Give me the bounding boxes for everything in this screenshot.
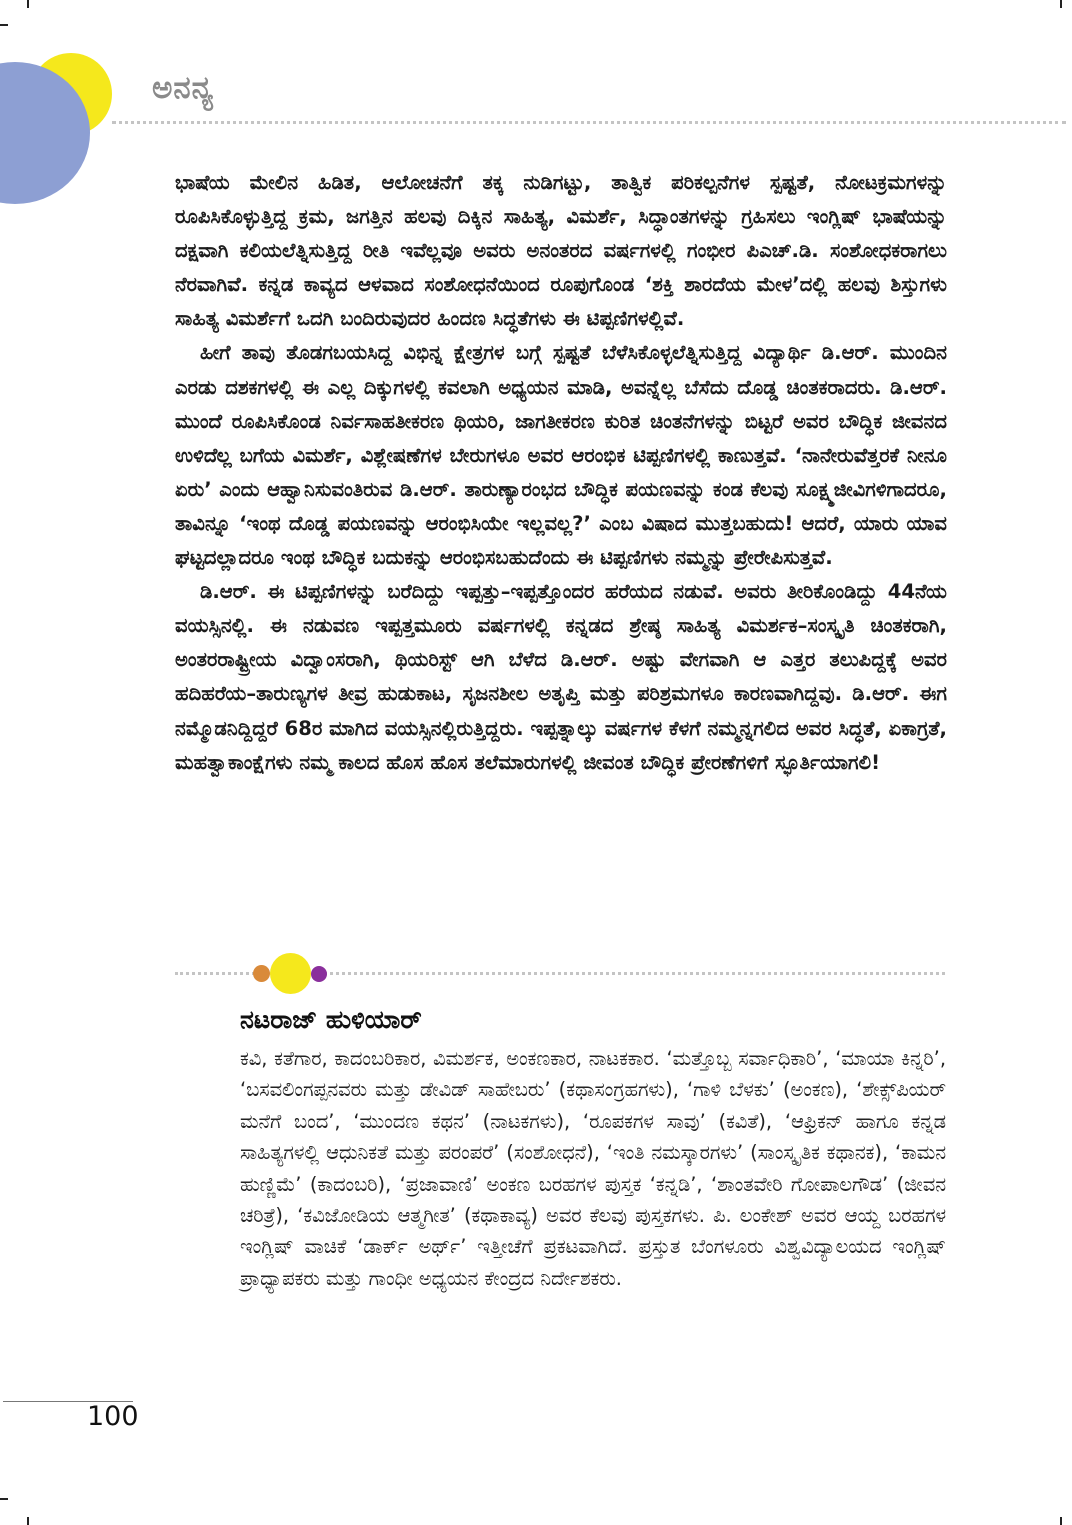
decor-blue-circle bbox=[0, 62, 90, 204]
decor-purple-dot bbox=[311, 966, 327, 982]
main-text bbox=[175, 166, 947, 780]
crop-mark bbox=[0, 1498, 8, 1500]
paragraph-3: ಡಿ.ಆರ್. ಈ ಟಿಪ್ಪಣಿಗಳನ್ನು ಬರೆದಿದ್ದು ಇಪ್ಪತ್ತು–ಇಪ್ಪತ್ತೊಂದರ ಹರೆಯದ ನಡುವೆ. ಅವರು ತೀರಿಕೊಂಡಿದ್ದು 44ನೆಯ ವಯಸ್ಸಿನಲ್ಲಿ. ಈ ನಡುವಣ ಇಪ್ಪತ್ತಮೂರು ವರ್ಷಗಳಲ್ಲಿ ಕನ್ನಡದ ಶ್ರೇಷ್ಠ ಸಾಹಿತ್ಯ ವಿಮರ್ಶಕ–ಸಂಸ್ಕೃತಿ ಚಿಂತಕರಾಗಿ, ಅಂತರರಾಷ್ಟ್ರೀಯ ವಿದ್ವಾಂಸರಾಗಿ, ಥಿಯರಿಸ್ಟ್ ಆಗಿ ಬೆಳೆದ ಡಿ.ಆರ್. ಅಷ್ಟು ವೇಗವಾಗಿ ಆ ಎತ್ತರ ತಲುಪಿದ್ದಕ್ಕೆ ಅವರ ಹದಿಹರೆಯ–ತಾರುಣ್ಯಗಳ ತೀವ್ರ ಹುಡುಕಾಟ, ಸೃಜನಶೀಲ ಅತೃಪ್ತಿ ಮತ್ತು ಪರಿಶ್ರಮಗಳೂ ಕಾರಣವಾಗಿದ್ದವು. ಡಿ.ಆರ್. ಈಗ ನಮ್ಮೊಡನಿದ್ದಿದ್ದರೆ 68ರ ಮಾಗಿದ ವಯಸ್ಸಿನಲ್ಲಿರುತ್ತಿದ್ದರು. ಇಪ್ಪತ್ನಾಲ್ಕು ವರ್ಷಗಳ ಕೆಳಗೆ ನಮ್ಮನ್ನಗಲಿದ ಅವರ ಸಿದ್ಧತೆ, ಏಕಾಗ್ರತೆ, ಮಹತ್ವಾಕಾಂಕ್ಷೆಗಳು ನಮ್ಮ ಕಾಲದ ಹೊಸ ಹೊಸ ತಲೆಮಾರುಗಳಲ್ಲಿ ಜೀವಂತ ಬೌದ್ಧಿಕ ಪ್ರೇರಣೆಗಳಿಗೆ ಸ್ಫೂರ್ತಿಯಾಗಲಿ! bbox=[175, 580, 947, 774]
crop-mark bbox=[27, 0, 29, 8]
decor-yellow-dot bbox=[270, 953, 311, 994]
running-head: ಅನನ್ಯ bbox=[152, 70, 215, 106]
paragraph-2: ಹೀಗೆ ತಾವು ತೊಡಗಬಯಸಿದ್ದ ವಿಭಿನ್ನ ಕ್ಷೇತ್ರಗಳ ಬಗ್ಗೆ ಸ್ಪಷ್ಟತೆ ಬೆಳೆಸಿಕೊಳ್ಳಲೆತ್ನಿಸುತ್ತಿದ್ದ ವಿದ್ಯಾರ್ಥಿ ಡಿ.ಆರ್. ಮುಂದಿನ ಎರಡು ದಶಕಗಳಲ್ಲಿ ಈ ಎಲ್ಲ ದಿಕ್ಕುಗಳಲ್ಲಿ ಕವಲಾಗಿ ಅಧ್ಯಯನ ಮಾಡಿ, ಅವನ್ನೆಲ್ಲ ಬೆಸೆದು ದೊಡ್ಡ ಚಿಂತಕರಾದರು. ಡಿ.ಆರ್. ಮುಂದೆ ರೂಪಿಸಿಕೊಂಡ ನಿರ್ವಸಾಹತೀಕರಣ ಥಿಯರಿ, ಜಾಗತೀಕರಣ ಕುರಿತ ಚಿಂತನೆಗಳನ್ನು ಬಿಟ್ಟರೆ ಅವರ ಬೌದ್ಧಿಕ ಜೀವನದ ಉಳಿದೆಲ್ಲ ಬಗೆಯ ವಿಮರ್ಶೆ, ವಿಶ್ಲೇಷಣೆಗಳ ಬೇರುಗಳೂ ಅವರ ಆರಂಭಿಕ ಟಿಪ್ಪಣಿಗಳಲ್ಲಿ ಕಾಣುತ್ತವೆ. ‘ನಾನೇರುವೆತ್ತರಕೆ ನೀನೂ ಏರು’ ಎಂದು ಆಹ್ವಾನಿಸುವಂತಿರುವ ಡಿ.ಆರ್. ತಾರುಣ್ಯಾರಂಭದ ಬೌದ್ಧಿಕ ಪಯಣವನ್ನು ಕಂಡ ಕೆಲವು ಸೂಕ್ಷ್ಮಜೀವಿಗಳಿಗಾದರೂ, ತಾವಿನ್ನೂ ‘ಇಂಥ ದೊಡ್ಡ ಪಯಣವನ್ನು ಆರಂಭಿಸಿಯೇ ಇಲ್ಲವಲ್ಲ?’ ಎಂಬ ವಿಷಾದ ಮುತ್ತಬಹುದು! ಆದರೆ, ಯಾರು ಯಾವ ಘಟ್ಟದಲ್ಲಾದರೂ ಇಂಥ ಬೌದ್ಧಿಕ ಬದುಕನ್ನು ಆರಂಭಿಸಬಹುದೆಂದು ಈ ಟಿಪ್ಪಣಿಗಳು ನಮ್ಮನ್ನು ಪ್ರೇರೇಪಿಸುತ್ತವೆ. bbox=[175, 341, 947, 570]
crop-mark bbox=[1060, 1517, 1062, 1525]
author-bio: ಕವಿ, ಕತೆಗಾರ, ಕಾದಂಬರಿಕಾರ, ವಿಮರ್ಶಕ, ಅಂಕಣಕಾರ, ನಾಟಕಕಾರ. ‘ಮತ್ತೊಬ್ಬ ಸರ್ವಾಧಿಕಾರಿ’, ‘ಮಾಯಾ ಕಿನ್ನರಿ’, ‘ಬಸವಲಿಂಗಪ್ಪನವರು ಮತ್ತು ಡೇವಿಡ್ ಸಾಹೇಬರು’ (ಕಥಾಸಂಗ್ರಹಗಳು), ‘ಗಾಳಿ ಬೆಳಕು’ (ಅಂಕಣ), ‘ಶೇಕ್ಸ್‌ಪಿಯರ್ ಮನೆಗೆ ಬಂದ’, ‘ಮುಂದಣ ಕಥನ’ (ನಾಟಕಗಳು), ‘ರೂಪಕಗಳ ಸಾವು’ (ಕವಿತೆ), ‘ಆಫ್ರಿಕನ್ ಹಾಗೂ ಕನ್ನಡ ಸಾಹಿತ್ಯಗಳಲ್ಲಿ ಆಧುನಿಕತೆ ಮತ್ತು ಪರಂಪರೆ’ (ಸಂಶೋಧನೆ), ‘ಇಂತಿ ನಮಸ್ಕಾರಗಳು’ (ಸಾಂಸ್ಕೃತಿಕ ಕಥಾನಕ), ‘ಕಾಮನ ಹುಣ್ಣಿಮೆ’ (ಕಾದಂಬರಿ), ‘ಪ್ರಜಾವಾಣಿ’ ಅಂಕಣ ಬರಹಗಳ ಪುಸ್ತಕ ‘ಕನ್ನಡಿ’, ‘ಶಾಂತವೇರಿ ಗೋಪಾಲಗೌಡ’ (ಜೀವನ ಚರಿತ್ರೆ), ‘ಕವಿಜೋಡಿಯ ಆತ್ಮಗೀತ’ (ಕಥಾಕಾವ್ಯ) ಅವರ ಕೆಲವು ಪುಸ್ತಕಗಳು. ಪಿ. ಲಂಕೇಶ್ ಅವರ ಆಯ್ದ ಬರಹಗಳ ಇಂಗ್ಲಿಷ್ ವಾಚಿಕೆ ‘ಡಾರ್ಕ್ ಅರ್ಥ್’ ಇತ್ತೀಚೆಗೆ ಪ್ರಕಟವಾಗಿದೆ. ಪ್ರಸ್ತುತ ಬೆಂಗಳೂರು ವಿಶ್ವವಿದ್ಯಾಲಯದ ಇಂಗ್ಲಿಷ್ ಪ್ರಾಧ್ಯಾಪಕರು ಮತ್ತು ಗಾಂಧೀ ಅಧ್ಯಯನ ಕೇಂದ್ರದ ನಿರ್ದೇಶಕರು. bbox=[240, 1047, 946, 1290]
crop-mark bbox=[0, 24, 8, 26]
crop-mark bbox=[27, 1517, 29, 1525]
decor-orange-dot bbox=[253, 965, 270, 982]
crop-mark bbox=[1060, 0, 1062, 8]
author-name: ನಟರಾಜ್ ಹುಳಿಯಾರ್ bbox=[240, 1005, 422, 1034]
header-dotted-rule bbox=[112, 121, 1066, 124]
page-number: 100 bbox=[87, 1401, 139, 1432]
paragraph-1: ಭಾಷೆಯ ಮೇಲಿನ ಹಿಡಿತ, ಆಲೋಚನೆಗೆ ತಕ್ಕ ನುಡಿಗಟ್ಟು, ತಾತ್ವಿಕ ಪರಿಕಲ್ಪನೆಗಳ ಸ್ಪಷ್ಟತೆ, ನೋಟಕ್ರಮಗಳನ್ನು ರೂಪಿಸಿಕೊಳ್ಳುತ್ತಿದ್ದ ಕ್ರಮ, ಜಗತ್ತಿನ ಹಲವು ದಿಕ್ಕಿನ ಸಾಹಿತ್ಯ, ವಿಮರ್ಶೆ, ಸಿದ್ಧಾಂತಗಳನ್ನು ಗ್ರಹಿಸಲು ಇಂಗ್ಲಿಷ್ ಭಾಷೆಯನ್ನು ದಕ್ಷವಾಗಿ ಕಲಿಯಲೆತ್ನಿಸುತ್ತಿದ್ದ ರೀತಿ ಇವೆಲ್ಲವೂ ಅವರು ಅನಂತರದ ವರ್ಷಗಳಲ್ಲಿ ಗಂಭೀರ ಪಿಎಚ್.ಡಿ. ಸಂಶೋಧಕರಾಗಲು ನೆರವಾಗಿವೆ. ಕನ್ನಡ ಕಾವ್ಯದ ಆಳವಾದ ಸಂಶೋಧನೆಯಿಂದ ರೂಪುಗೊಂಡ ‘ಶಕ್ತಿ ಶಾರದೆಯ ಮೇಳ’ದಲ್ಲಿ ಹಲವು ಶಿಸ್ತುಗಳು ಸಾಹಿತ್ಯ ವಿಮರ್ಶೆಗೆ ಒದಗಿ ಬಂದಿರುವುದರ ಹಿಂದಣ ಸಿದ್ಧತೆಗಳು ಈ ಟಿಪ್ಪಣಿಗಳಲ್ಲಿವೆ. bbox=[175, 171, 947, 331]
